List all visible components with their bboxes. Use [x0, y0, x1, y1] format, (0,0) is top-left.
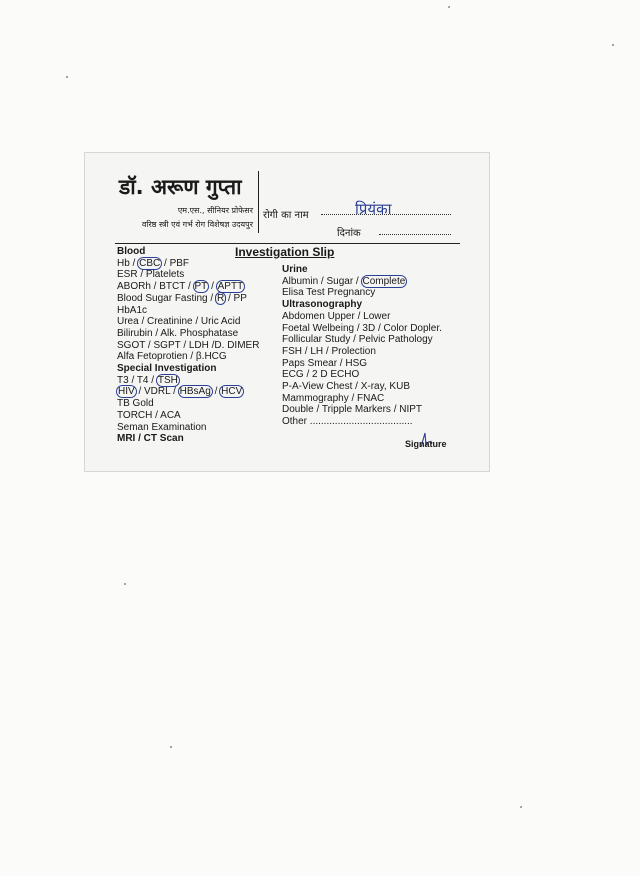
list-item: SGOT / SGPT / LDH /D. DIMER [117, 339, 260, 351]
list-item: ECG / 2 D ECHO [282, 369, 360, 381]
list-item-text: / PBF [164, 257, 190, 269]
blood-heading: Blood [117, 246, 146, 257]
list-item: P-A-View Chest / X-ray, KUB [282, 381, 410, 393]
signature-label: Signature [405, 439, 447, 449]
doctor-qualification: एम.एस., सीनियर प्रोफेसर [177, 206, 253, 215]
list-item: Paps Smear / HSG [282, 357, 368, 369]
circled-hbsag: HBsAg [179, 386, 211, 398]
list-item: Mammography / FNAC [282, 392, 385, 404]
circled-pt: PT [194, 281, 208, 293]
list-item: ESR / Platelets [117, 269, 185, 281]
list-item [117, 281, 259, 293]
list-item: TB Gold [117, 398, 154, 410]
list-item: Bilirubin / Alk. Phosphatase [117, 327, 239, 339]
header-rule [115, 243, 460, 244]
slip-title: Investigation Slip [235, 245, 335, 259]
doctor-name: डॉ. अरूण गुप्ता [119, 175, 242, 199]
list-item-text: ABORh / BTCT / [117, 281, 191, 293]
list-item: Seman Examination [117, 421, 207, 433]
date-line [379, 233, 451, 235]
list-item: Double / Tripple Markers / NIPT [282, 404, 423, 416]
list-item: Other ..................................... [282, 416, 413, 428]
circled-tsh: TSH [157, 374, 178, 386]
date-label: दिनांक [337, 228, 361, 239]
scan-speck [66, 76, 68, 78]
list-item-text: T3 / T4 / [117, 374, 155, 386]
list-item: Foetal Welbeing / 3D / Color Dopler. [282, 322, 442, 334]
patient-name-label: रोगी का नाम [263, 210, 309, 221]
list-item-text: Albumin / Sugar / [282, 275, 359, 287]
mri-ct-heading: MRI / CT Scan [117, 433, 184, 445]
circled-hiv: HIV [118, 386, 135, 398]
investigation-slip [84, 152, 490, 472]
list-item [117, 258, 259, 270]
scan-speck [124, 583, 126, 585]
right-column [282, 264, 442, 428]
special-investigation-heading: Special Investigation [117, 363, 217, 375]
scan-speck [612, 44, 614, 46]
circled-cbc: CBC [139, 257, 161, 269]
urine-heading: Urine [282, 264, 308, 275]
header-divider [258, 171, 259, 233]
list-item [117, 293, 259, 305]
list-item: Alfa Fetoprotien / β.HCG [117, 351, 227, 363]
list-item-text: / PP [227, 292, 247, 304]
doctor-specialty: वरिष्ठ स्त्री एवं गर्भ रोग विशेषज्ञ उदयपुर [141, 220, 253, 229]
list-item [282, 276, 442, 288]
left-column [117, 246, 259, 445]
list-item: HbA1c [117, 304, 148, 316]
list-item: FSH / LH / Prolection [282, 345, 376, 357]
ultrasonography-heading: Ultrasonography [282, 299, 363, 311]
list-item [117, 386, 259, 398]
list-item-text: Hb / [117, 257, 136, 269]
list-item-text: / [214, 386, 218, 398]
scan-speck [170, 746, 172, 748]
circled-aptt: APTT [217, 281, 244, 293]
circled-r: R [216, 292, 225, 304]
list-item: Abdomen Upper / Lower [282, 310, 391, 322]
list-item: Follicular Study / Pelvic Pathology [282, 334, 433, 346]
list-item: Elisa Test Pregnancy [282, 287, 376, 299]
circled-hcv: HCV [221, 386, 243, 398]
list-item-text: / [211, 281, 214, 293]
scan-speck [520, 806, 522, 808]
list-item-text: Blood Sugar Fasting / [117, 292, 214, 304]
list-item: Urea / Creatinine / Uric Acid [117, 316, 241, 328]
circled-complete: Complete [362, 275, 406, 287]
patient-name-handwritten: प्रियंका [355, 200, 392, 218]
scan-speck [448, 6, 450, 8]
list-item: TORCH / ACA [117, 409, 181, 421]
list-item-text: / VDRL / [138, 386, 176, 398]
